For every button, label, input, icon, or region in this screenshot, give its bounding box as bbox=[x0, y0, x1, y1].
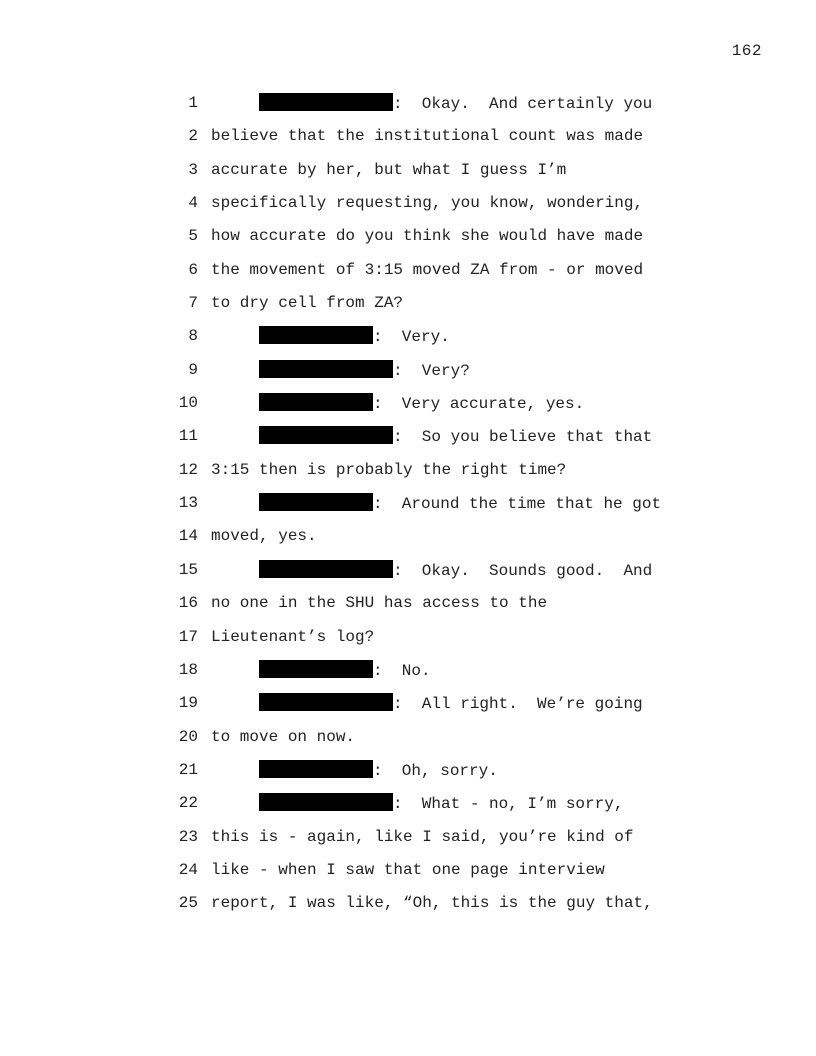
spoken-text: to move on now. bbox=[211, 727, 356, 746]
line-text bbox=[211, 260, 643, 280]
redacted-speaker-name bbox=[259, 760, 373, 778]
line-number: 16 bbox=[178, 594, 198, 613]
transcript-line bbox=[0, 393, 816, 426]
transcript-line bbox=[0, 593, 816, 626]
redacted-speaker-name bbox=[259, 793, 393, 811]
transcript-line bbox=[0, 760, 816, 793]
line-number: 24 bbox=[178, 860, 198, 879]
line-number: 18 bbox=[178, 660, 198, 679]
line-text bbox=[211, 226, 643, 246]
spoken-text: Lieutenant’s log? bbox=[211, 627, 375, 646]
line-number: 11 bbox=[178, 427, 198, 446]
transcript-line bbox=[0, 893, 816, 926]
line-number: 6 bbox=[188, 260, 198, 279]
line-text bbox=[259, 393, 584, 414]
redacted-speaker-name bbox=[259, 560, 393, 578]
spoken-text: to dry cell from ZA? bbox=[211, 294, 404, 313]
spoken-text: : No. bbox=[373, 661, 431, 680]
line-text bbox=[211, 126, 643, 146]
line-text bbox=[259, 660, 431, 681]
line-number: 2 bbox=[188, 127, 198, 146]
transcript-line bbox=[0, 193, 816, 226]
transcript-line bbox=[0, 560, 816, 593]
transcript-line bbox=[0, 360, 816, 393]
line-text bbox=[211, 727, 355, 747]
spoken-text: : Very accurate, yes. bbox=[373, 395, 585, 414]
line-number: 8 bbox=[188, 327, 198, 346]
line-text bbox=[211, 460, 566, 480]
line-number: 10 bbox=[178, 394, 198, 413]
line-text bbox=[211, 893, 653, 913]
transcript-line bbox=[0, 693, 816, 726]
spoken-text: : Very? bbox=[393, 361, 470, 380]
transcript-line bbox=[0, 126, 816, 159]
transcript-line bbox=[0, 293, 816, 326]
transcript-line bbox=[0, 460, 816, 493]
transcript-line bbox=[0, 727, 816, 760]
line-number: 9 bbox=[188, 360, 198, 379]
line-number: 1 bbox=[188, 94, 198, 112]
redacted-speaker-name bbox=[259, 393, 373, 411]
spoken-text: : Around the time that he got bbox=[373, 495, 662, 514]
spoken-text: report, I was like, “Oh, this is the guy that, bbox=[211, 894, 653, 913]
line-text bbox=[211, 193, 643, 213]
line-number: 17 bbox=[178, 627, 198, 646]
line-text bbox=[211, 293, 403, 313]
line-number: 23 bbox=[178, 827, 198, 846]
spoken-text: : What - no, I’m sorry, bbox=[393, 795, 624, 814]
line-number: 13 bbox=[178, 494, 198, 513]
line-text bbox=[211, 627, 374, 647]
line-text bbox=[259, 760, 498, 781]
line-text bbox=[211, 827, 633, 847]
line-number: 4 bbox=[188, 194, 198, 213]
redacted-speaker-name bbox=[259, 326, 373, 344]
transcript-line bbox=[0, 326, 816, 359]
spoken-text: : Okay. And certainly you bbox=[393, 95, 653, 113]
line-number: 7 bbox=[188, 294, 198, 313]
redacted-speaker-name bbox=[259, 693, 393, 711]
line-text bbox=[259, 793, 623, 814]
transcript-line bbox=[0, 526, 816, 559]
line-text bbox=[211, 860, 605, 880]
spoken-text: accurate by her, but what I guess I’m bbox=[211, 160, 567, 179]
spoken-text: : Okay. Sounds good. And bbox=[393, 561, 653, 580]
transcript-line bbox=[0, 493, 816, 526]
spoken-text: no one in the SHU has access to the bbox=[211, 594, 548, 613]
line-number: 14 bbox=[178, 527, 198, 546]
line-number: 20 bbox=[178, 727, 198, 746]
redacted-speaker-name bbox=[259, 93, 393, 111]
transcript-line bbox=[0, 827, 816, 860]
spoken-text: the movement of 3:15 moved ZA from - or moved bbox=[211, 260, 644, 279]
spoken-text: believe that the institutional count was made bbox=[211, 127, 644, 146]
spoken-text: moved, yes. bbox=[211, 527, 317, 546]
page-number: 162 bbox=[731, 42, 762, 60]
line-number: 3 bbox=[188, 160, 198, 179]
line-number: 19 bbox=[178, 694, 198, 713]
transcript-line bbox=[0, 793, 816, 826]
redacted-speaker-name bbox=[259, 426, 393, 444]
spoken-text: how accurate do you think she would have made bbox=[211, 227, 644, 246]
line-number: 15 bbox=[178, 560, 198, 579]
transcript-line bbox=[0, 260, 816, 293]
redacted-speaker-name bbox=[259, 493, 373, 511]
line-text bbox=[259, 93, 652, 114]
spoken-text: : All right. We’re going bbox=[393, 695, 643, 714]
line-text bbox=[211, 160, 566, 180]
spoken-text: this is - again, like I said, you’re kind of bbox=[211, 827, 634, 846]
line-number: 22 bbox=[178, 794, 198, 813]
spoken-text: : So you believe that that bbox=[393, 428, 653, 447]
transcript-body bbox=[0, 93, 816, 927]
line-number: 21 bbox=[178, 760, 198, 779]
transcript-line bbox=[0, 226, 816, 259]
line-text bbox=[259, 693, 643, 714]
transcript-line bbox=[0, 93, 816, 126]
line-text bbox=[259, 493, 661, 514]
spoken-text: : Very. bbox=[373, 328, 450, 347]
transcript-line bbox=[0, 426, 816, 459]
line-text bbox=[259, 326, 450, 347]
line-number: 25 bbox=[178, 894, 198, 913]
line-number: 12 bbox=[178, 460, 198, 479]
spoken-text: : Oh, sorry. bbox=[373, 761, 498, 780]
line-text bbox=[211, 526, 317, 546]
transcript-line bbox=[0, 860, 816, 893]
line-text bbox=[211, 593, 547, 613]
redacted-speaker-name bbox=[259, 660, 373, 678]
line-text bbox=[259, 560, 652, 581]
redacted-speaker-name bbox=[259, 360, 393, 378]
line-number: 5 bbox=[188, 227, 198, 246]
spoken-text: like - when I saw that one page interview bbox=[211, 860, 605, 879]
spoken-text: specifically requesting, you know, wondering, bbox=[211, 194, 644, 213]
transcript-line bbox=[0, 160, 816, 193]
line-text bbox=[259, 426, 652, 447]
transcript-line bbox=[0, 627, 816, 660]
spoken-text: 3:15 then is probably the right time? bbox=[211, 460, 567, 479]
transcript-line bbox=[0, 660, 816, 693]
line-text bbox=[259, 360, 470, 381]
